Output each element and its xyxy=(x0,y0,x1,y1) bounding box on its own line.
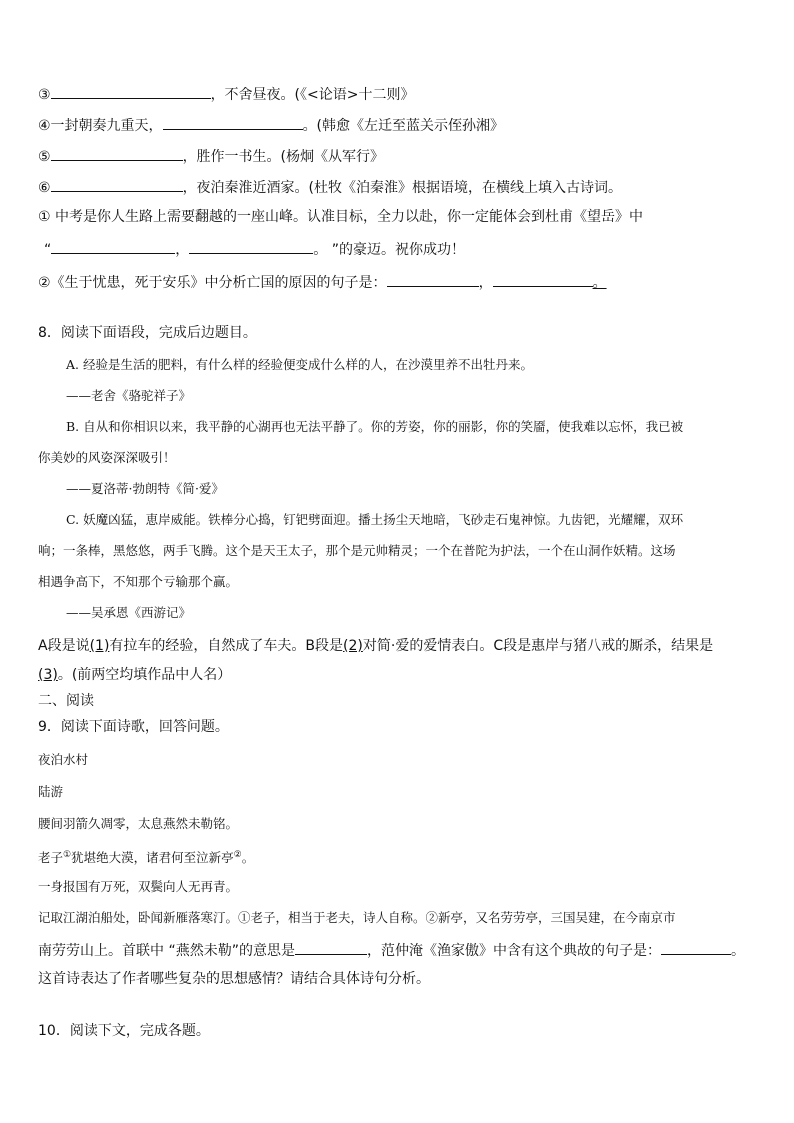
question-text: 这首诗表达了作者哪些复杂的思想感情？请结合具体诗句分析。 xyxy=(38,971,430,987)
answer-text: 有拉车的经验，自然成了车夫。B段是 xyxy=(109,638,344,654)
q8-source-b xyxy=(66,480,224,498)
q8-passage-c2 xyxy=(38,542,676,560)
question-text: 南劳劳山上。首联中 “燕然未勒”的意思是 xyxy=(38,943,295,959)
fill-blank[interactable] xyxy=(163,115,303,130)
poem-text: 腰间羽箭久凋零，太息燕然未勒铭。 xyxy=(38,816,239,831)
passage-text: C. 妖魔凶猛，恵岸威能。铁棒分心捣，钉钯劈面迎。播土扬尘天地暗，飞砂走石鬼神惊。九齿钯，光耀耀，双环 xyxy=(66,512,684,527)
fill-blank[interactable] xyxy=(661,940,731,955)
q8-title xyxy=(38,324,257,342)
comma: ， xyxy=(175,242,190,258)
q8-passage-a xyxy=(66,356,533,374)
poem-line-2 xyxy=(38,846,254,867)
item-text: ① 中考是你人生路上需要翻越的一座山峰。认准目标，全力以赴，你一定能体会到杜甫《望岳》中 xyxy=(38,209,643,225)
poem-line-3 xyxy=(38,878,238,896)
q8-passage-b1 xyxy=(66,418,683,436)
source-text: ——夏洛蒂·勃朗特《简·爱》 xyxy=(66,481,224,496)
item-2-line xyxy=(38,272,607,292)
item-label: ③ xyxy=(38,87,51,103)
item-3-line xyxy=(38,84,415,104)
question-title: 9．阅读下面诗歌，回答问题。 xyxy=(38,719,229,735)
item-text: ④一封朝奏九重天， xyxy=(38,118,163,134)
passage-text: 相遇争高下，不知那个亏输那个赢。 xyxy=(38,574,239,589)
answer-blank-1[interactable]: (1) xyxy=(89,638,110,654)
poem-fill-line xyxy=(44,239,465,259)
poem-text: 记取江湖泊船处，卧闻新雁落寒汀。①老子，相当于老夫，诗人自称。②新亭，又名劳劳亭，三国吴建，在今南京市 xyxy=(38,910,676,925)
fill-blank[interactable] xyxy=(189,239,313,254)
source-text: ——吴承恩《西游记》 xyxy=(66,605,192,620)
q8-passage-c3 xyxy=(38,573,238,591)
q10-title xyxy=(38,1022,210,1040)
footnote-mark: ② xyxy=(233,850,242,860)
item-text: ，胜作一书生。(杨炯《从军行》 xyxy=(182,149,385,165)
item-4-line xyxy=(38,115,504,135)
footnote-mark: ① xyxy=(63,850,72,860)
section-title xyxy=(38,692,94,710)
answer-blank-2[interactable]: (2) xyxy=(343,638,363,654)
item-text: ，夜泊秦淮近酒家。(杜牧《泊秦淮》根据语境，在横线上填入古诗词。 xyxy=(182,180,623,196)
answer-blank-3[interactable]: (3) xyxy=(38,667,58,683)
q9-question-1 xyxy=(38,940,745,960)
fill-blank[interactable] xyxy=(51,84,211,99)
q8-passage-b2 xyxy=(38,449,176,467)
poem-line-1 xyxy=(38,815,238,833)
passage-text: 响；一条棒，黑悠悠，两手飞腾。这个是天王太子，那个是元帅精灵；一个在普陀为护法，一个在山洞作妖精。这场 xyxy=(38,543,676,558)
poem-text: 老子 xyxy=(38,850,64,866)
poem-text: 犹堪绝大漠，诸君何至泣新亭 xyxy=(71,850,234,866)
item-6-line xyxy=(38,177,622,197)
comma: ， xyxy=(478,275,493,291)
passage-text: 你美妙的风姿深深吸引！ xyxy=(38,450,176,465)
poem-title xyxy=(38,751,88,769)
fill-blank[interactable] xyxy=(51,239,175,254)
q8-source-a xyxy=(66,387,191,405)
context-line xyxy=(38,208,643,226)
item-label: ⑥ xyxy=(38,180,51,196)
q8-answer-line1 xyxy=(38,637,713,655)
period: 。 xyxy=(592,275,607,291)
q9-title xyxy=(38,718,229,736)
poem-text: 一身报国有万死，双鬓向人无再青。 xyxy=(38,879,239,894)
answer-text: A段是说 xyxy=(38,638,90,654)
question-title: 8．阅读下面语段，完成后边题目。 xyxy=(38,325,257,341)
q9-question-2 xyxy=(38,970,430,988)
fill-blank[interactable] xyxy=(51,146,183,161)
passage-text: A. 经验是生活的肥料，有什么样的经验便变成什么样的人，在沙漠里养不出牡丹来。 xyxy=(66,357,533,372)
question-title: 10．阅读下文，完成各题。 xyxy=(38,1023,210,1039)
source-text: ——老舍《骆驼祥子》 xyxy=(66,388,192,403)
answer-text: 。(前两空均填作品中人名） xyxy=(57,667,232,683)
poem-author-text: 陆游 xyxy=(38,784,64,799)
item-text: ，不舍昼夜。(《<论语>十二则》 xyxy=(210,87,415,103)
question-text: 。 xyxy=(730,943,745,959)
passage-text: B. 自从和你相识以来，我平静的心湖再也无法平静了。你的芳姿，你的丽影，你的笑靥，使我难以忘怀，我已被 xyxy=(66,419,684,434)
fill-blank[interactable] xyxy=(493,272,593,287)
item-5-line xyxy=(38,146,384,166)
fill-blank[interactable] xyxy=(387,272,479,287)
q8-source-c xyxy=(66,604,191,622)
poem-title-text: 夜泊水村 xyxy=(38,752,89,767)
poem-author xyxy=(38,783,63,801)
q8-passage-c1 xyxy=(66,511,683,529)
question-text: ，范仲淹《渔家傲》中含有这个典故的句子是： xyxy=(366,943,661,959)
item-text: 。 ”的豪迈。祝你成功！ xyxy=(313,242,465,258)
answer-text: 对简·爱的爱情表白。C段是惠岸与猪八戒的厮杀，结果是 xyxy=(362,638,714,654)
fill-blank[interactable] xyxy=(295,940,367,955)
item-text: ②《生于忧患，死于安乐》中分析亡国的原因的句子是： xyxy=(38,275,387,291)
poem-line-4 xyxy=(38,909,676,927)
quote-open: “ xyxy=(44,242,52,258)
item-label: ⑤ xyxy=(38,149,51,165)
poem-text: 。 xyxy=(241,850,255,866)
section-heading: 二、阅读 xyxy=(38,693,94,709)
item-text: 。(韩愈《左迁至蓝关示侄孙湘》 xyxy=(302,118,505,134)
q8-answer-line2 xyxy=(38,666,231,684)
fill-blank[interactable] xyxy=(51,177,183,192)
